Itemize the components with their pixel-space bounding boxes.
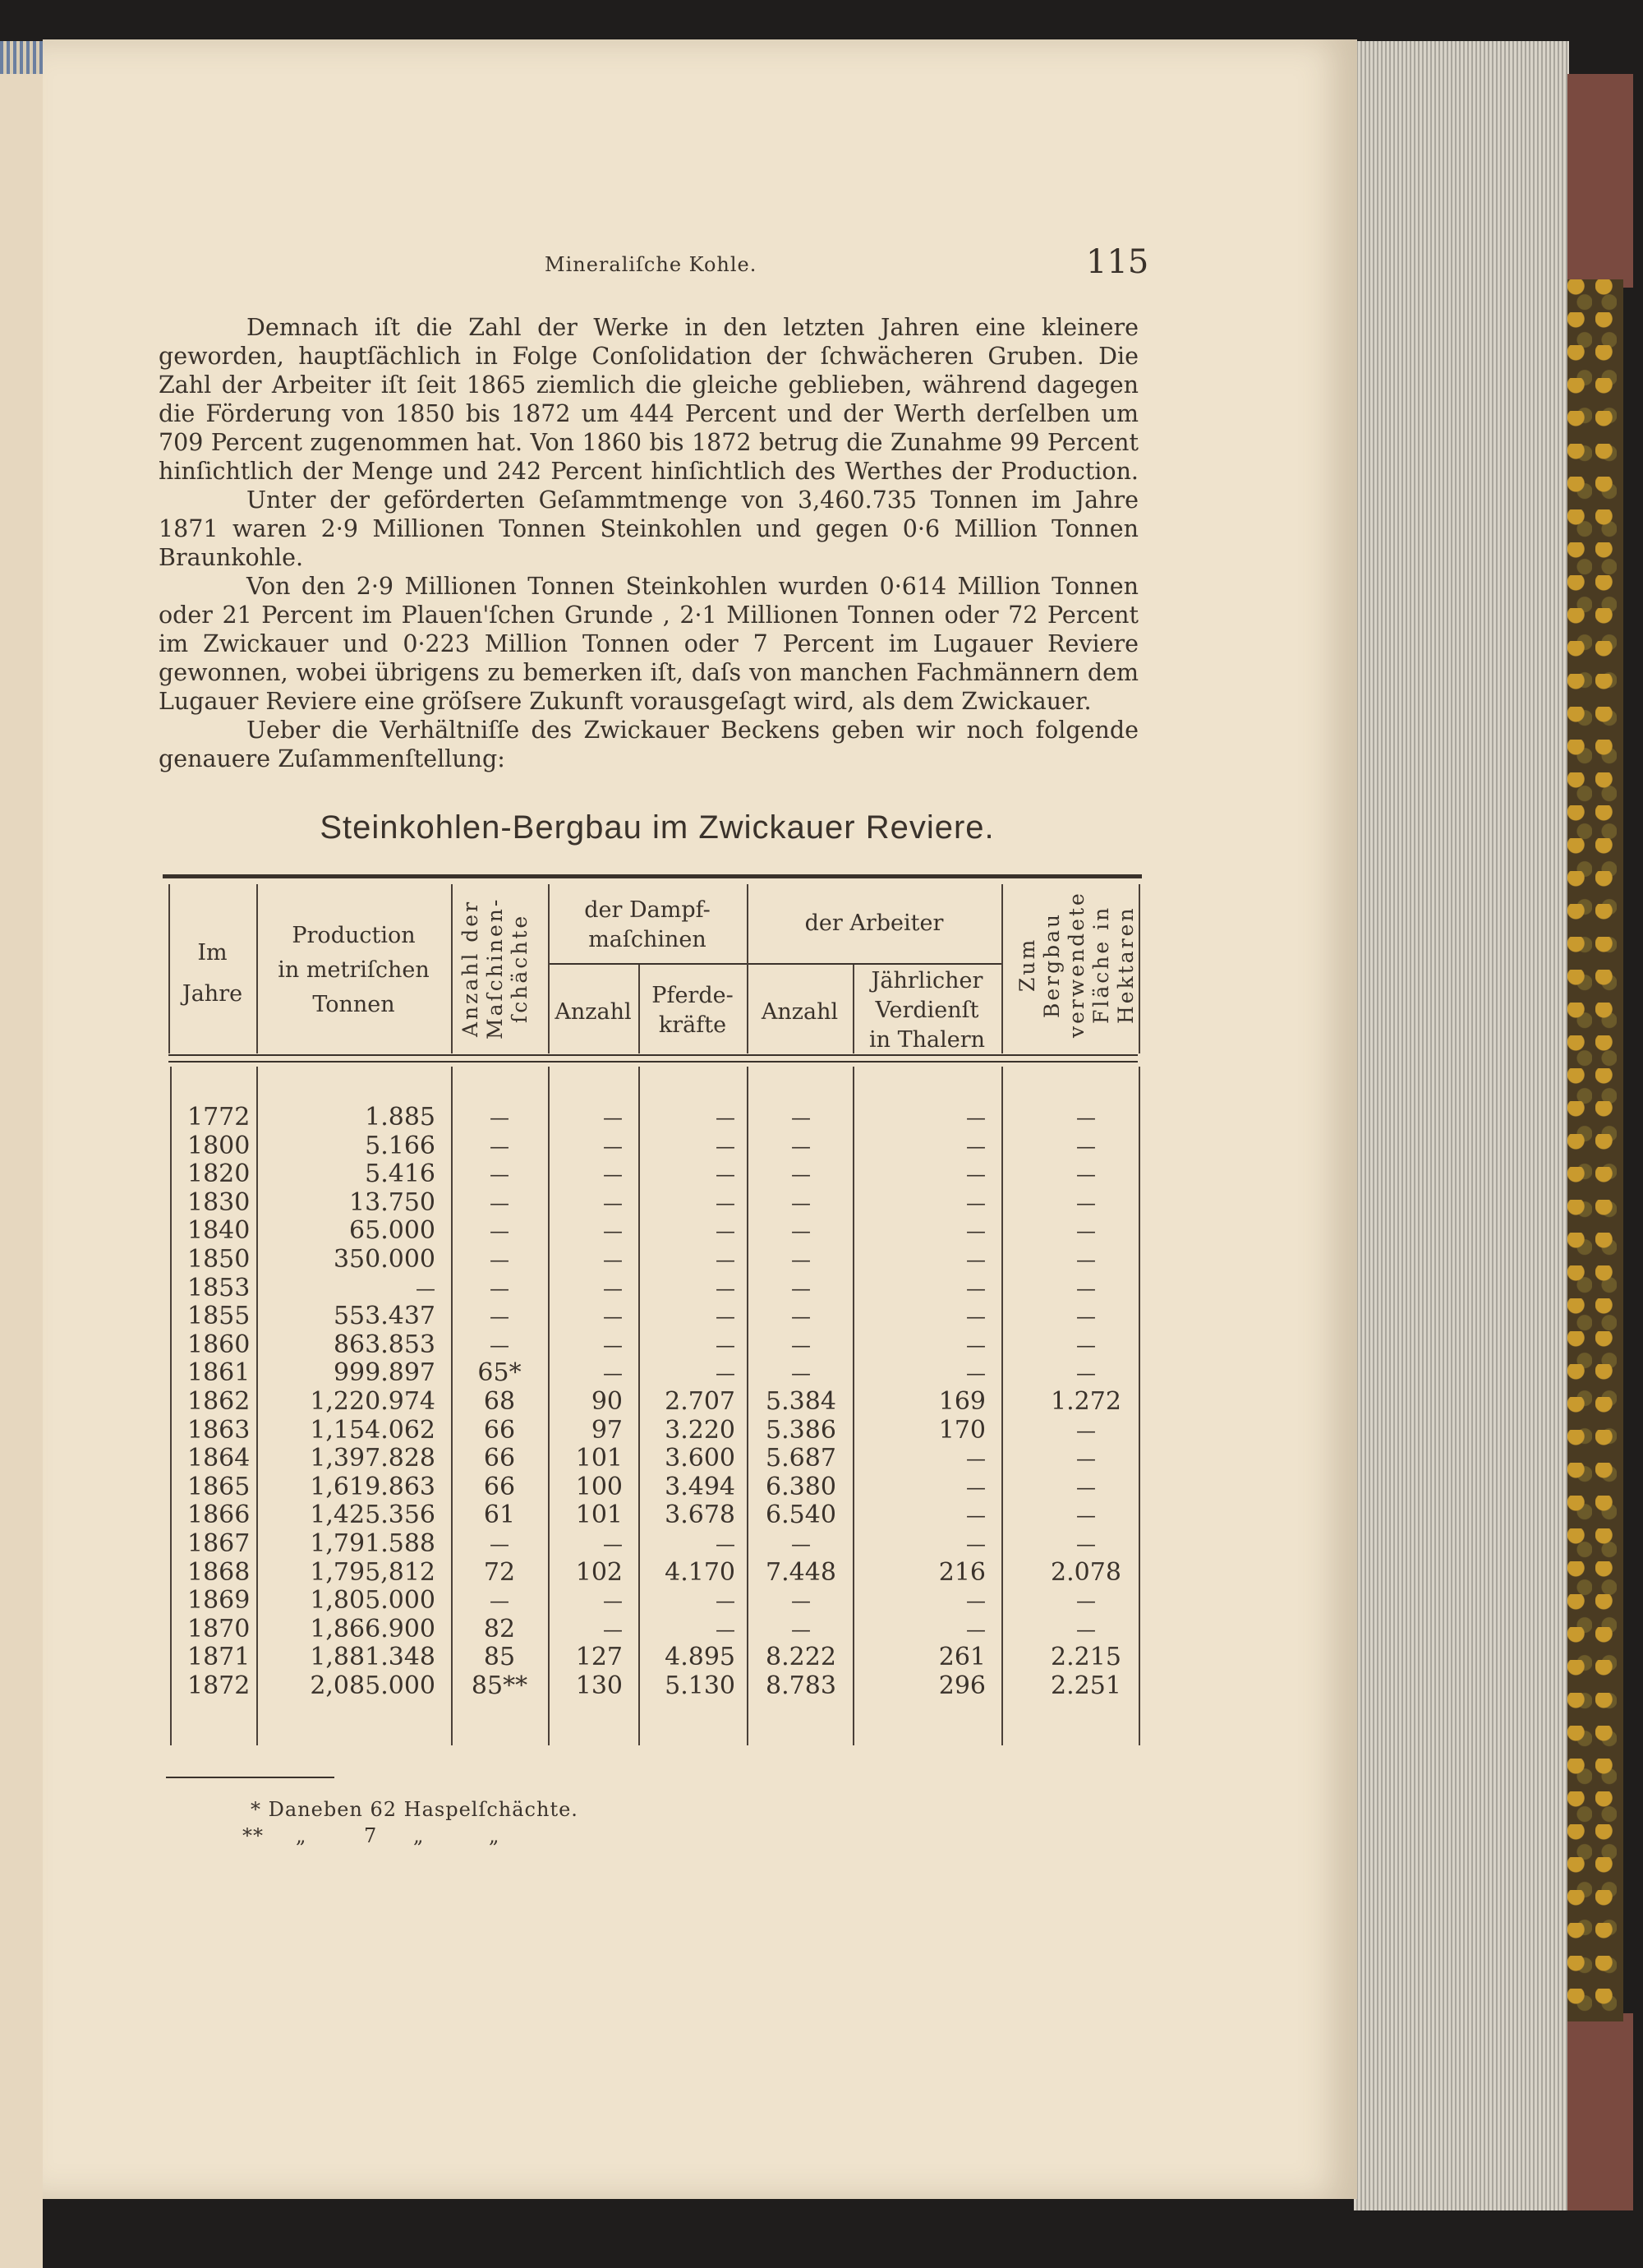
table-cell: 1.885	[365, 1103, 435, 1132]
table-cell: 5.384	[766, 1387, 836, 1416]
table-cell: —	[966, 1475, 986, 1499]
text-line: genauere Zuſammenſtellung:	[159, 745, 505, 772]
header-text: kräfte	[658, 1012, 727, 1038]
header-year	[168, 938, 256, 1009]
table-cell: —	[1076, 1617, 1096, 1641]
table-cell: —	[966, 1504, 986, 1528]
table-cell: 1863	[187, 1415, 251, 1445]
table-cell: 4.895	[665, 1643, 735, 1672]
header-horsepower	[638, 981, 747, 1040]
table-cell: —	[716, 1617, 735, 1641]
table-cell: 5.386	[766, 1415, 836, 1445]
table-cell: —	[966, 1333, 986, 1357]
table-cell: 65.000	[349, 1216, 435, 1246]
text-line: Ueber die Verhältniſſe des Zwickauer Beckens geben wir noch folgende	[246, 717, 1139, 744]
table-cell: 1772	[187, 1103, 251, 1132]
footnote-text: Daneben 62 Haspelſchächte.	[268, 1798, 578, 1821]
table-cell: 3.220	[665, 1415, 735, 1445]
table-cell: —	[1076, 1106, 1096, 1129]
table-cell: 5.687	[766, 1444, 836, 1473]
table-cell: —	[490, 1533, 509, 1556]
table-cell: —	[490, 1134, 509, 1158]
column-line	[1139, 1067, 1140, 1745]
table-cell: 2.215	[1051, 1643, 1121, 1672]
column-line	[853, 965, 854, 1053]
table-cell: 350.000	[333, 1245, 435, 1274]
table-cell: 61	[483, 1500, 516, 1530]
table-cell: 2,085.000	[310, 1671, 435, 1700]
table-cell: —	[1076, 1475, 1096, 1499]
table-cell: 1866	[187, 1500, 251, 1530]
table-cell: —	[716, 1362, 735, 1385]
column-line	[170, 1067, 172, 1745]
table-cell: 1820	[187, 1159, 251, 1189]
table-cell: —	[603, 1362, 623, 1385]
table-cell: 1,397.828	[310, 1444, 435, 1473]
table-cell: 5.130	[665, 1671, 735, 1700]
table-cell: —	[416, 1276, 435, 1300]
table-cell: 999.897	[333, 1358, 435, 1388]
table-cell: 170	[938, 1415, 986, 1445]
header-bottom-rule	[168, 1061, 1138, 1063]
column-line	[638, 965, 640, 1053]
header-text: maſchinen	[588, 927, 706, 952]
table-cell: 8.222	[766, 1643, 836, 1672]
table-cell: —	[490, 1333, 509, 1357]
table-cell: 85**	[471, 1671, 528, 1700]
table-cell: —	[966, 1589, 986, 1613]
table-cell: 1870	[187, 1614, 251, 1643]
table-cell: —	[791, 1134, 811, 1158]
header-text: Im	[197, 940, 228, 966]
header-area	[1015, 883, 1139, 1047]
table-cell: —	[1076, 1362, 1096, 1385]
table-cell: —	[603, 1134, 623, 1158]
table-cell: —	[1076, 1248, 1096, 1271]
table-cell: 1,866.900	[310, 1614, 435, 1643]
table-cell: —	[490, 1248, 509, 1271]
table-cell: 4.170	[665, 1557, 735, 1587]
table-cell: —	[966, 1248, 986, 1271]
text-line: hinſichtlich der Menge und 242 Percent hinſichtlich des Werthes der Production.	[159, 458, 1139, 485]
group-sub-rule	[548, 963, 1001, 965]
table-cell: 1,795,812	[310, 1557, 435, 1587]
column-line	[747, 884, 748, 1053]
book-cover	[1567, 74, 1633, 288]
column-line	[256, 884, 258, 1053]
text-line: oder 21 Percent im Plauen'ſchen Grunde , 2·1 Millionen Tonnen oder 72 Percent	[159, 602, 1139, 629]
table-cell: 5.416	[365, 1159, 435, 1189]
table-cell: 100	[575, 1472, 623, 1501]
table-cell: —	[1076, 1219, 1096, 1243]
table-cell: 216	[938, 1557, 986, 1587]
table-cell: —	[966, 1617, 986, 1641]
table-cell: —	[791, 1276, 811, 1300]
table-cell: —	[490, 1219, 509, 1243]
table-cell: —	[603, 1106, 623, 1129]
table-cell: —	[966, 1362, 986, 1385]
table-cell: —	[716, 1533, 735, 1556]
column-line	[548, 884, 550, 1053]
table-cell: —	[1076, 1134, 1096, 1158]
text-line: 709 Percent zugenommen hat. Von 1860 bis 1872 betrug die Zunahme 99 Percent	[159, 429, 1139, 456]
column-line	[451, 884, 453, 1053]
header-text: Maſchinen-	[483, 897, 507, 1040]
table-cell: —	[791, 1589, 811, 1613]
table-cell: —	[966, 1447, 986, 1471]
table-cell: —	[716, 1276, 735, 1300]
table-cell: —	[603, 1163, 623, 1187]
table-cell: 1867	[187, 1529, 251, 1558]
table-cell: 863.853	[333, 1330, 435, 1359]
table-cell: —	[791, 1191, 811, 1215]
header-text: in metriſchen	[278, 957, 430, 983]
footnote-rule	[166, 1777, 334, 1778]
table-cell: 72	[483, 1557, 516, 1587]
table-cell: —	[603, 1191, 623, 1215]
table-cell: 66	[483, 1415, 516, 1445]
table-cell: —	[966, 1219, 986, 1243]
table-cell: 65*	[477, 1358, 522, 1388]
header-text: Jahre	[182, 981, 243, 1007]
table-cell: —	[966, 1276, 986, 1300]
page-stack-edge	[1354, 41, 1569, 2210]
text-line: geworden, hauptſächlich in Folge Conſolidation der ſchwächeren Gruben. Die	[159, 343, 1139, 370]
table-cell: —	[716, 1589, 735, 1613]
table-cell: 1850	[187, 1245, 251, 1274]
header-text: Fläche in	[1089, 905, 1113, 1025]
table-cell: —	[1076, 1589, 1096, 1613]
header-text: Production	[292, 923, 416, 948]
table-cell: 553.437	[333, 1302, 435, 1331]
table-cell: 1868	[187, 1557, 251, 1587]
book-cover	[1567, 2013, 1633, 2210]
column-line	[638, 1067, 640, 1745]
table-cell: —	[1076, 1305, 1096, 1329]
table-cell: 101	[575, 1500, 623, 1530]
table-cell: —	[791, 1163, 811, 1187]
table-cell: 7.448	[766, 1557, 836, 1587]
column-line	[1001, 884, 1003, 1053]
ditto-mark: „	[296, 1824, 307, 1847]
text-line: Demnach iſt die Zahl der Werke in den letzten Jahren eine kleinere	[246, 314, 1139, 341]
footnote-2	[242, 1824, 522, 1847]
header-workers-count: Anzahl	[761, 999, 839, 1025]
column-line	[853, 1067, 854, 1745]
table-cell: 127	[575, 1643, 623, 1672]
footnote-mark: *	[251, 1798, 261, 1821]
table-cell: —	[490, 1106, 509, 1129]
table-cell: —	[1076, 1276, 1096, 1300]
table-cell: 1869	[187, 1586, 251, 1616]
table-cell: 3.678	[665, 1500, 735, 1530]
column-line	[168, 884, 170, 1053]
table-cell: 68	[483, 1387, 516, 1416]
table-cell: —	[791, 1219, 811, 1243]
text-line: Zahl der Arbeiter iſt ſeit 1865 ziemlich die gleiche geblieben, während dagegen	[159, 371, 1139, 399]
table-cell: 1872	[187, 1671, 251, 1700]
table-cell: 1,881.348	[310, 1643, 435, 1672]
table-cell: —	[716, 1219, 735, 1243]
table-cell: 1864	[187, 1444, 251, 1473]
table-cell: —	[1076, 1333, 1096, 1357]
table-cell: 101	[575, 1444, 623, 1473]
table-cell: —	[966, 1163, 986, 1187]
table-cell: —	[716, 1333, 735, 1357]
table-cell: —	[716, 1134, 735, 1158]
table-cell: —	[1076, 1533, 1096, 1556]
table-cell: —	[603, 1533, 623, 1556]
table-cell: 2.251	[1051, 1671, 1121, 1700]
header-production	[256, 919, 451, 1022]
table-cell: 102	[575, 1557, 623, 1587]
footnote-mark: **	[242, 1824, 264, 1847]
header-text: Tonnen	[312, 992, 395, 1017]
table-cell: 1,791.588	[310, 1529, 435, 1558]
table-cell: —	[716, 1163, 735, 1187]
table-cell: 1865	[187, 1472, 251, 1501]
binding-thread	[0, 41, 43, 74]
table-cell: 1853	[187, 1273, 251, 1302]
header-text: Hektaren	[1114, 906, 1138, 1024]
column-line	[747, 1067, 748, 1745]
table-cell: 2.707	[665, 1387, 735, 1416]
table-title: Steinkohlen-Bergbau im Zwickauer Reviere.	[320, 809, 995, 846]
table-cell: 8.783	[766, 1671, 836, 1700]
left-page-edge	[0, 49, 43, 2268]
table-cell: —	[603, 1617, 623, 1641]
table-cell: 82	[483, 1614, 516, 1643]
table-cell: 169	[938, 1387, 986, 1416]
header-text: Zum Bergbau	[1015, 911, 1064, 1018]
table-cell: 6.540	[766, 1500, 836, 1530]
text-line: Braunkohle.	[159, 544, 304, 571]
table-cell: 296	[938, 1671, 986, 1700]
header-steam-count: Anzahl	[555, 999, 632, 1025]
table-cell: —	[966, 1191, 986, 1215]
table-cell: 3.494	[665, 1472, 735, 1501]
table-cell: 1800	[187, 1131, 251, 1160]
table-cell: 85	[483, 1643, 516, 1672]
table-cell: 66	[483, 1444, 516, 1473]
table-cell: —	[490, 1276, 509, 1300]
table-cell: 66	[483, 1472, 516, 1501]
ditto-mark: „	[489, 1824, 500, 1847]
page-number: 115	[1086, 243, 1149, 281]
header-text: der Dampf-	[584, 897, 711, 923]
table-top-rule	[163, 874, 1142, 878]
text-line: gewonnen, wobei übrigens zu bemerken iſt, daſs von manchen Fachmännern dem	[159, 659, 1139, 686]
table-cell: 90	[591, 1387, 623, 1416]
table-cell: 97	[591, 1415, 623, 1445]
header-text: verwendete	[1065, 891, 1088, 1039]
table-cell: —	[966, 1305, 986, 1329]
table-cell: 1862	[187, 1387, 251, 1416]
table-cell: 1860	[187, 1330, 251, 1359]
table-cell: 1861	[187, 1358, 251, 1388]
table-cell: —	[603, 1305, 623, 1329]
header-shafts	[458, 887, 532, 1049]
running-head: Mineraliſche Kohle.	[545, 253, 757, 276]
table-cell: —	[791, 1106, 811, 1129]
text-line: 1871 waren 2·9 Millionen Tonnen Steinkohlen und gegen 0·6 Million Tonnen	[159, 515, 1139, 542]
table-cell: —	[716, 1191, 735, 1215]
header-text: ſchächte	[508, 913, 532, 1023]
footnote-number: 7	[364, 1824, 378, 1847]
footnote-1	[251, 1798, 578, 1821]
table-cell: —	[1076, 1418, 1096, 1442]
text-line: Lugauer Reviere eine gröſsere Zukunft vorausgeſagt wird, als dem Zwickauer.	[159, 688, 1092, 715]
column-line	[256, 1067, 258, 1745]
header-text: Verdienſt	[875, 998, 979, 1023]
table-cell: —	[1076, 1447, 1096, 1471]
table-cell: —	[490, 1589, 509, 1613]
table-cell: 3.600	[665, 1444, 735, 1473]
header-workers-group: der Arbeiter	[804, 910, 944, 936]
table-cell: —	[1076, 1163, 1096, 1187]
table-cell: —	[490, 1191, 509, 1215]
table-cell: —	[791, 1362, 811, 1385]
table-cell: —	[966, 1533, 986, 1556]
table-cell: —	[603, 1276, 623, 1300]
header-text: Anzahl der	[458, 899, 482, 1037]
text-line: die Förderung von 1850 bis 1872 um 444 Percent und der Werth derſelben um	[159, 400, 1139, 427]
table-cell: —	[791, 1248, 811, 1271]
text-line: Unter der geförderten Geſammtmenge von 3,460.735 Tonnen im Jahre	[246, 486, 1139, 514]
table-cell: —	[490, 1305, 509, 1329]
table-cell: 1,220.974	[310, 1387, 435, 1416]
table-cell: —	[791, 1533, 811, 1556]
header-text: Jährlicher	[871, 968, 983, 993]
marbled-edge	[1567, 279, 1623, 2021]
header-earnings	[853, 966, 1001, 1055]
table-cell: 261	[938, 1643, 986, 1672]
text-line: Von den 2·9 Millionen Tonnen Steinkohlen wurden 0·614 Million Tonnen	[246, 573, 1139, 600]
table-cell: 1,425.356	[310, 1500, 435, 1530]
table-cell: —	[603, 1333, 623, 1357]
table-cell: 5.166	[365, 1131, 435, 1160]
table-cell: 1,805.000	[310, 1586, 435, 1616]
table-cell: 1840	[187, 1216, 251, 1246]
table-cell: —	[716, 1305, 735, 1329]
table-cell: 1830	[187, 1187, 251, 1217]
column-line	[1001, 1067, 1003, 1745]
ditto-mark: „	[413, 1824, 425, 1847]
table-cell: —	[966, 1106, 986, 1129]
table-cell: 1.272	[1051, 1387, 1121, 1416]
table-cell: —	[791, 1617, 811, 1641]
column-line	[1139, 884, 1140, 1053]
header-steam-group	[548, 896, 747, 955]
table-cell: —	[716, 1248, 735, 1271]
table-cell: —	[490, 1163, 509, 1187]
table-cell: —	[1076, 1191, 1096, 1215]
text-line: im Zwickauer und 0·223 Million Tonnen oder 7 Percent im Lugauer Reviere	[159, 630, 1139, 657]
table-cell: 6.380	[766, 1472, 836, 1501]
table-cell: —	[791, 1305, 811, 1329]
table-cell: —	[603, 1248, 623, 1271]
table-cell: 1,154.062	[310, 1415, 435, 1445]
table-cell: —	[716, 1106, 735, 1129]
table-cell: 13.750	[349, 1187, 435, 1217]
table-cell: 130	[575, 1671, 623, 1700]
table-cell: —	[603, 1219, 623, 1243]
table-cell: —	[966, 1134, 986, 1158]
table-cell: 1855	[187, 1302, 251, 1331]
table-cell: —	[1076, 1504, 1096, 1528]
table-cell: —	[791, 1333, 811, 1357]
table-cell: 2.078	[1051, 1557, 1121, 1587]
header-text: Pferde-	[651, 983, 734, 1008]
table-cell: 1,619.863	[310, 1472, 435, 1501]
table-cell: 1871	[187, 1643, 251, 1672]
header-text: in Thalern	[868, 1027, 985, 1053]
table-cell: —	[603, 1589, 623, 1613]
